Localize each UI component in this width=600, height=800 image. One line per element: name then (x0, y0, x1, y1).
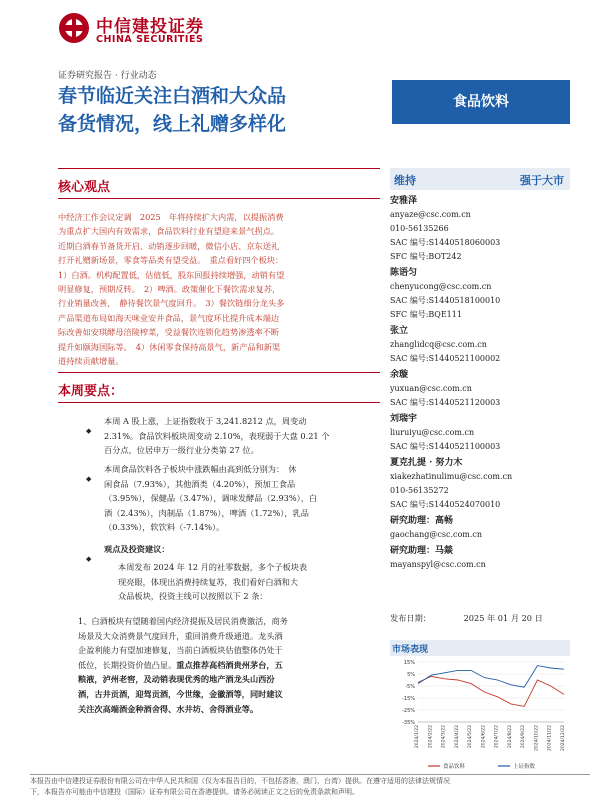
analyst-email[interactable]: gaochang@csc.com.cn (390, 530, 483, 539)
weekly-line: 酒（2.43%），肉制品（1.87%），啤酒（1.72%），乳品 (104, 507, 309, 518)
analyst-card (390, 514, 570, 542)
analyst-name: 夏克扎提 · 努力木 (390, 458, 463, 468)
analyst-name: 张立 (390, 326, 409, 336)
recommendation-bold: 粮液，泸州老窖，及动销表现优秀的地产酒龙头山西汾 (78, 674, 275, 685)
analyst-name: 陈语匀 (390, 268, 418, 278)
weekly-line: 本周食品饮料各子板块中涨跌幅由高到低分别为： 休 (104, 464, 297, 474)
bullet-icon (86, 546, 96, 556)
analyst-name: 安雅泽 (390, 196, 418, 206)
divider (58, 198, 380, 199)
headline (58, 82, 388, 138)
analyst-sac: SAC 编号:S1440518100010 (390, 296, 501, 305)
market-title: 市场表现 (392, 645, 429, 655)
analyst-sfc: SFC 编号:BOT242 (390, 252, 462, 261)
analyst-email[interactable]: mayanspyl@csc.com.cn (390, 560, 486, 569)
x-tick-label: 2024/8/22 (507, 725, 513, 749)
core-line: 行业销量改善， 静待餐饮景气度回升。 3）餐饮链细分龙头多 (58, 298, 285, 309)
core-title: 核心观点 (58, 180, 111, 195)
analyst-email[interactable]: anyaze@csc.com.cn (390, 210, 471, 219)
brand-mark-icon (58, 12, 90, 44)
bullet-icon (86, 418, 96, 428)
analyst-email[interactable]: yuxuan@csc.com.cn (390, 384, 472, 393)
y-tick-label: -15% (402, 696, 415, 702)
y-tick-label: -35% (402, 720, 415, 726)
weekly-line: （3.95%），保健品（3.47%），调味发酵品（2.93%），白 (104, 493, 318, 504)
divider (58, 168, 380, 169)
brand-name-cn: 中信建投证券 (96, 17, 204, 37)
headline-line: 备货情况，线上礼赠多样化 (58, 113, 287, 135)
y-tick-label: -25% (402, 708, 415, 714)
legend-label: 上证指数 (513, 764, 536, 770)
publish-label: 发布日期： (390, 613, 431, 623)
analyst-phone: 010-56135266 (390, 224, 449, 233)
core-line: 打开礼赠新场景，零食等品类有望受益。 重点看好四个板块： (58, 255, 284, 266)
report-type: 证券研究报告 · 行业动态 (58, 71, 157, 81)
weekly-line: 众品板块，投资主线可以按照以下 2 条： (118, 591, 268, 602)
analyst-card (390, 412, 570, 454)
divider (58, 372, 380, 373)
analyst-name: 研究助理：马燚 (390, 546, 454, 556)
weekly-line: 闲食品（7.93%），其他酒类（4.20%），预加工食品 (104, 478, 296, 489)
analyst-sac: SAC 编号:S1440521100003 (390, 442, 501, 451)
y-tick-label: -5% (405, 684, 415, 690)
analyst-sfc: SFC 编号:BQE111 (390, 310, 462, 319)
analyst-card (390, 368, 570, 410)
weekly-line: 场景及大众消费景气度回升，重回消费升级通道。龙头酒 (78, 630, 283, 641)
core-line: 提升如颐海国际等。 4）休闲零食保持高景气，新产品和新渠 (58, 341, 281, 352)
x-tick-label: 2024/2/22 (428, 725, 434, 749)
weekly-line: 1、白酒板块有望随着国内经济提振及居民消费激活，商务 (78, 616, 288, 626)
analyst-card (390, 544, 570, 572)
core-line: 1）白酒。机构配置低，估值低，股东回报持续增强，动销有望 (58, 269, 285, 280)
rating-action: 维持 (394, 174, 416, 187)
recommendation-bold: 重点推荐高档酒贵州茅台，五 (176, 659, 283, 670)
recommendation-bold: 酒，古井贡酒，迎驾贡酒，今世缘，金徽酒等，同时建议 (78, 688, 283, 699)
disclaimer-line: 下，本报告亦可能由中信建投（国际）证券有限公司在香港提供。请务必阅读正文之后的免责条款和声明。 (30, 788, 359, 796)
market-chart-svg (388, 656, 572, 774)
weekly-line: 本周 A 股上涨，上证指数收于 3,241.8212 点，周变动 (104, 416, 307, 426)
weekly-point-index (104, 414, 356, 458)
weekly-line: 2.31%。食品饮料板块周变动 2.10%，表现弱于大盘 0.21 个 (104, 430, 330, 441)
analyst-sac: SAC 编号:S1440521120003 (390, 398, 501, 407)
core-line: 际改善如安琪酵母涪陵榨菜，受益餐饮连锁化趋势渗透率不断 (58, 327, 280, 338)
x-tick-label: 2024/3/22 (441, 725, 447, 749)
core-line: 明显修复，预期反转。 2）啤酒。政策催化下餐饮需求复苏， (58, 284, 281, 295)
publish-date (390, 613, 543, 624)
analyst-name: 刘瑞宇 (390, 414, 418, 424)
rating-value: 强于大市 (520, 174, 564, 187)
weekly-line: 百分点，位居申万一级行业分类第 27 位。 (104, 445, 259, 456)
baijiu-recommendation (78, 614, 368, 716)
weekly-line: 企盈利能力有望加速修复，当前白酒板块估值整体仍处于 (78, 645, 283, 656)
analyst-name: 余璇 (390, 370, 409, 380)
analyst-email[interactable]: chenyucong@csc.com.cn (390, 282, 492, 291)
publish-value: 2025 年 01 月 20 日 (463, 613, 543, 623)
headline-line: 春节临近关注白酒和大众品 (58, 85, 287, 107)
bullet-icon (86, 466, 96, 476)
weekly-line: 本周发布 2024 年 12 月的社零数据，多个子板块表 (118, 562, 308, 572)
analyst-phone: 010-56135272 (390, 486, 449, 495)
core-line: 产品渠道布局如海天味业安井食品，景气度环比提升成本端边 (58, 312, 280, 323)
core-line: 近期白酒春节备货开启、动销逐步回暖，微信小店、京东送礼 (58, 240, 280, 251)
legend-label: 食品饮料 (443, 764, 466, 770)
analyst-sac: SAC 编号:S1440518060003 (390, 238, 501, 247)
core-line: 为重点扩大国内有效需求，食品饮料行业有望迎来景气拐点。 (58, 226, 280, 237)
series-line-sse-index (418, 666, 564, 688)
series-line-food-beverage (418, 676, 564, 706)
weekly-point-advice-title: 观点及投资建议： (104, 544, 170, 554)
divider (58, 402, 380, 403)
sector-label: 食品饮料 (392, 80, 570, 124)
y-tick-label: 15% (403, 660, 415, 666)
x-tick-label: 2024/7/22 (494, 725, 500, 749)
x-tick-label: 2024/9/22 (521, 725, 527, 749)
x-tick-label: 2024/6/22 (481, 725, 487, 749)
analyst-sac: SAC 编号:S1440524070010 (390, 500, 501, 509)
recommendation-bold: 关注次高端酒金种酒舍得、水井坊、舍得酒业等。 (78, 703, 259, 714)
x-tick-label: 2024/5/22 (468, 725, 474, 749)
rating-header (390, 168, 570, 190)
analyst-card (390, 456, 570, 512)
disclaimer (30, 776, 590, 798)
weekly-point-subsectors (104, 462, 356, 535)
weekly-point-advice (118, 560, 358, 604)
core-line: 道持续贡献增量。 (58, 356, 124, 367)
weekly-line: （0.33%），软饮料（-7.14%）。 (104, 522, 225, 533)
analyst-card (390, 266, 570, 322)
market-header (390, 640, 570, 656)
weekly-line: 现亮眼，体现出消费持续复苏，我们看好白酒和大 (118, 576, 299, 587)
x-tick-label: 2024/11/22 (547, 725, 553, 751)
weekly-line: 低位，长期投资价值凸显。重点推荐高档酒贵州茅台，五 (78, 659, 283, 670)
analyst-email[interactable]: liuruiyu@csc.com.cn (390, 428, 475, 437)
analyst-card (390, 194, 570, 264)
analyst-email[interactable]: xiakezhatinulimu@csc.com.cn (390, 472, 513, 481)
analyst-email[interactable]: zhanglidcq@csc.com.cn (390, 340, 487, 349)
brand-name-en: CHINA SECURITIES (96, 34, 204, 45)
analyst-name: 研究助理：高畅 (390, 516, 454, 526)
brand-logo (58, 10, 258, 50)
disclaimer-line: 本报告由中信建投证券股份有限公司在中华人民共和国（仅为本报告目的，不包括香港、澳门、台湾）提供。在遵守适用的法律法规情况 (30, 777, 450, 785)
x-tick-label: 2024/12/22 (561, 725, 566, 751)
core-viewpoint (58, 210, 358, 368)
weekly-title: 本周要点： (58, 384, 124, 399)
analyst-sac: SAC 编号:S1440521100002 (390, 354, 501, 363)
x-tick-label: 2024/10/22 (534, 725, 540, 751)
analyst-card (390, 324, 570, 366)
footer-divider (30, 774, 590, 775)
x-tick-label: 2024/4/22 (454, 725, 460, 749)
y-tick-label: 5% (407, 672, 415, 678)
x-tick-label: 2024/1/22 (415, 725, 420, 749)
market-chart (388, 656, 572, 774)
core-line: 中经济工作会议定调 2025 年将持续扩大内需，以提振消费 (58, 212, 284, 222)
